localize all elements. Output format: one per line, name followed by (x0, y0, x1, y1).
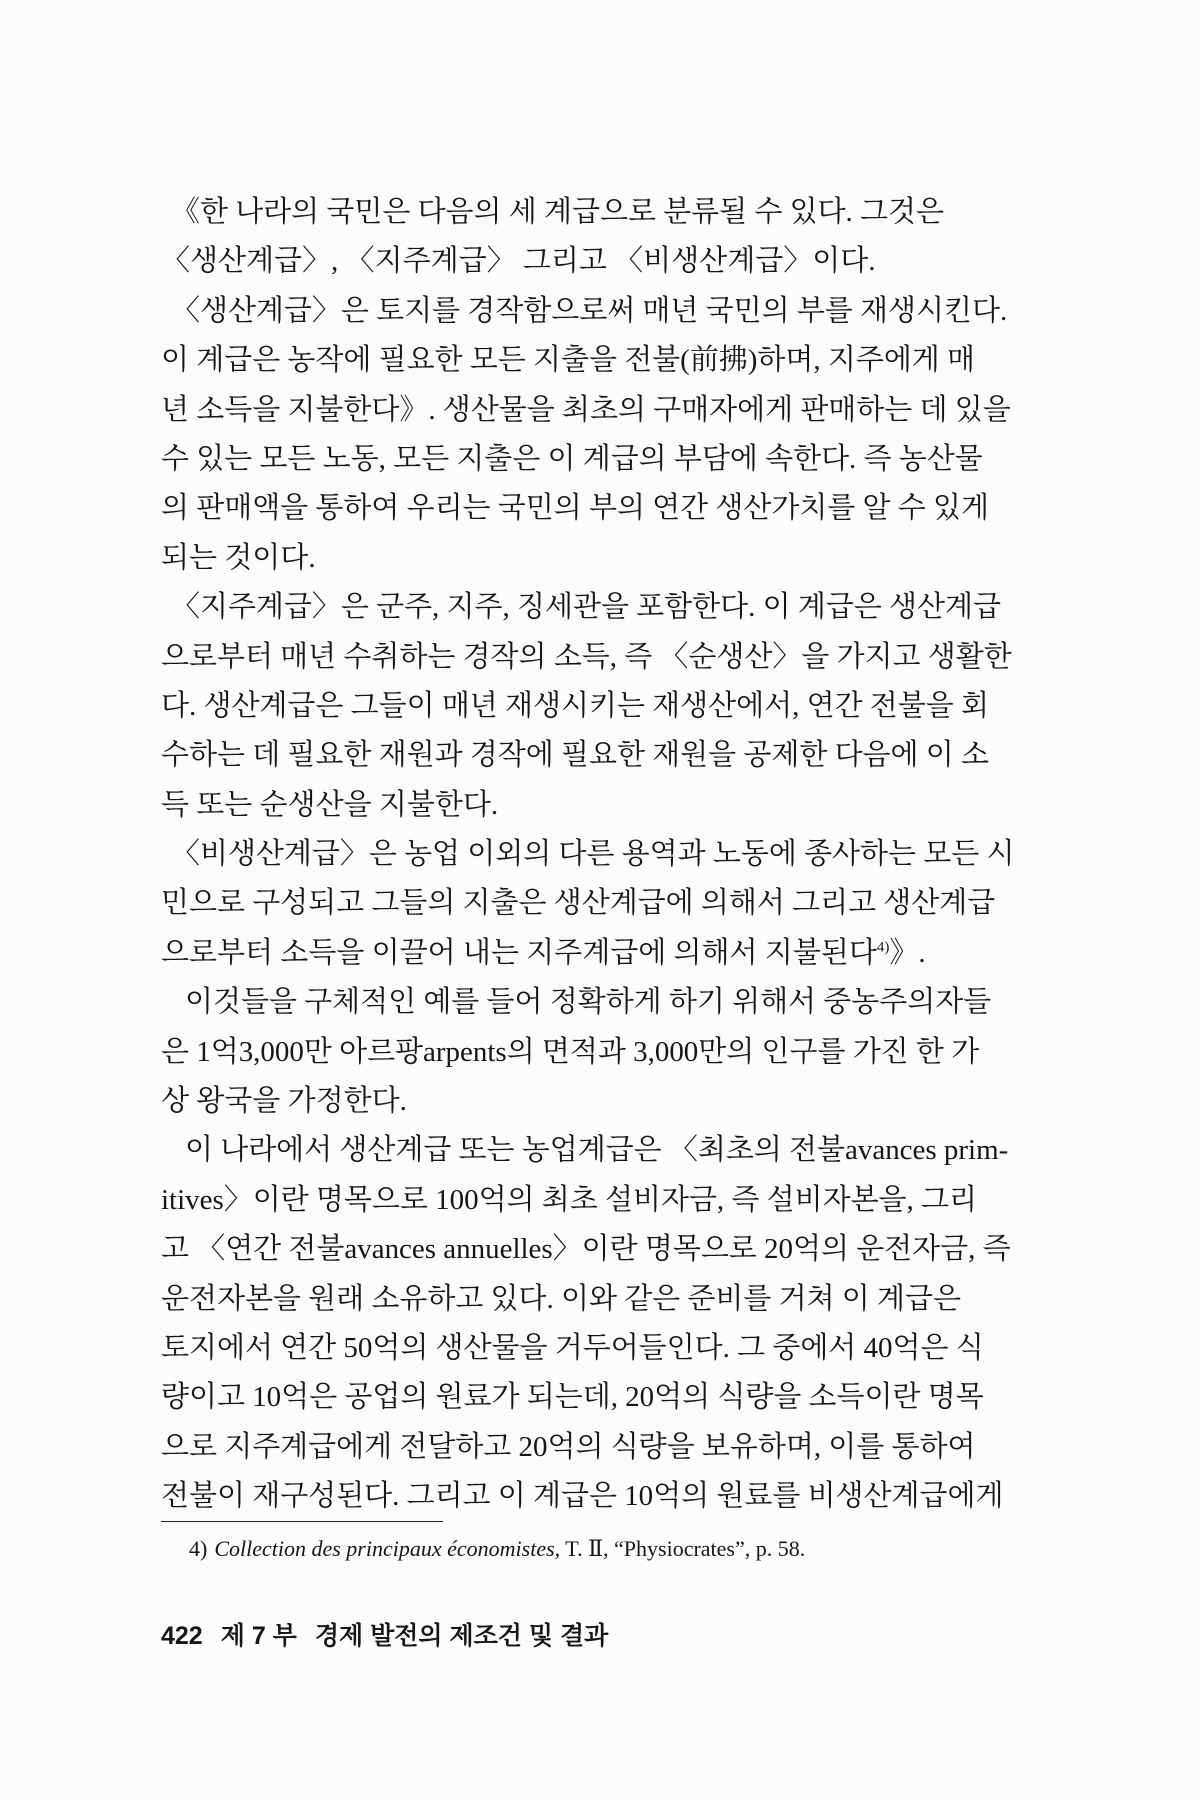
text-line (161, 1373, 1042, 1422)
text-line (161, 287, 1042, 336)
footnote-reference: 4) (876, 939, 890, 956)
text-line-content: 〈비생산계급〉은 농업 이외의 다른 용역과 노동에 종사하는 모든 시 (171, 838, 1015, 871)
text-line-content: 수 있는 모든 노동, 모든 지출은 이 계급의 부담에 속한다. 즉 농산물 (161, 442, 983, 475)
text-line (161, 929, 1042, 978)
text-line (161, 1028, 1042, 1077)
closing-quote: 》. (889, 936, 926, 969)
text-line-content: 고 〈연간 전불avances annuelles〉이란 명목으로 20억의 운전자금, 즉 (161, 1233, 1011, 1266)
text-line-content: 량이고 10억은 공업의 원료가 되는데, 20억의 식량을 소득이란 명목 (161, 1381, 984, 1414)
text-line (161, 1423, 1042, 1472)
text-line-content: 〈생산계급〉, 〈지주계급〉 그리고 〈비생산계급〉이다. (161, 245, 876, 278)
text-line-content: 다. 생산계급은 그들이 매년 재생시키는 재생산에서, 연간 전불을 회 (161, 689, 989, 722)
text-line-content: 이 나라에서 생산계급 또는 농업계급은 〈최초의 전불avances prim- (185, 1134, 1009, 1167)
page-number: 422 (161, 1622, 203, 1650)
paragraph (161, 583, 1042, 830)
text-line (161, 583, 1042, 632)
text-line-content: 득 또는 순생산을 지불한다. (161, 788, 499, 821)
text-line-content: 상 왕국을 가정한다. (161, 1085, 407, 1118)
footnote-separator (161, 1521, 443, 1522)
text-line (161, 1324, 1042, 1373)
text-line (161, 1472, 1042, 1521)
text-line-content: 〈지주계급〉은 군주, 지주, 징세관을 포함한다. 이 계급은 생산계급 (171, 591, 1001, 624)
text-line-content: 운전자본을 원래 소유하고 있다. 이와 같은 준비를 거쳐 이 계급은 (161, 1282, 961, 1315)
part-label: 제 7 부 (220, 1622, 297, 1650)
text-line-content: 이 계급은 농작에 필요한 모든 지출을 전불(前拂)하며, 지주에게 매 (161, 344, 976, 377)
text-line-content: 전불이 재구성된다. 그리고 이 계급은 10억의 원료를 비생산계급에게 (161, 1480, 1004, 1513)
text-line-content: 은 1억3,000만 아르팡arpents의 면적과 3,000만의 인구를 가진 한 가 (161, 1035, 980, 1068)
text-line-content: 의 판매액을 통하여 우리는 국민의 부의 연간 생산가치를 알 수 있게 (161, 492, 989, 525)
running-footer (161, 1620, 1041, 1652)
footnote-content (189, 1536, 805, 1561)
text-line-content: 이것들을 구체적인 예를 들어 정확하게 하기 위해서 중농주의자들 (185, 986, 992, 1019)
text-line (161, 435, 1042, 484)
footer-content (161, 1622, 608, 1650)
text-line (161, 682, 1042, 731)
text-line (161, 336, 1042, 385)
text-line (161, 484, 1042, 533)
footnote (189, 1534, 1039, 1564)
text-line (161, 781, 1042, 830)
text-line (161, 1275, 1042, 1324)
text-line (161, 830, 1042, 879)
text-line-content: 년 소득을 지불한다》. 생산물을 최초의 구매자에게 판매하는 데 있을 (161, 393, 1011, 426)
text-line-content: 으로 지주계급에게 전달하고 20억의 식량을 보유하며, 이를 통하여 (161, 1430, 976, 1463)
text-line (161, 1225, 1042, 1274)
text-line-content: 되는 것이다. (161, 541, 316, 574)
text-line (161, 188, 1042, 237)
chapter-title: 경제 발전의 제조건 및 결과 (314, 1622, 609, 1650)
footnote-details: , T. Ⅱ, “Physiocrates”, p. 58. (554, 1536, 806, 1561)
footnote-source-title: Collection des principaux économistes (214, 1536, 555, 1561)
paragraph (161, 188, 1042, 287)
text-line-content: itives〉이란 명목으로 100억의 최초 설비자금, 즉 설비자본을, 그리 (161, 1183, 977, 1216)
text-line (161, 1176, 1042, 1225)
text-line-content: 《한 나라의 국민은 다음의 세 계급으로 분류될 수 있다. 그것은 (171, 196, 944, 228)
text-line (161, 978, 1042, 1027)
text-line-content: 으로부터 매년 수취하는 경작의 소득, 즉 〈순생산〉을 가지고 생활한 (161, 640, 1012, 673)
paragraph (161, 830, 1042, 978)
text-line (161, 1126, 1042, 1175)
text-line-content: 〈생산계급〉은 토지를 경작함으로써 매년 국민의 부를 재생시킨다. (171, 294, 1008, 327)
text-line (161, 534, 1042, 583)
text-line-content: 민으로 구성되고 그들의 지출은 생산계급에 의해서 그리고 생산계급 (161, 887, 996, 920)
footnote-marker: 4) (189, 1536, 208, 1561)
paragraph (161, 1126, 1042, 1521)
text-line-content: 토지에서 연간 50억의 생산물을 거두어들인다. 그 중에서 40억은 식 (161, 1331, 984, 1364)
paragraph (161, 978, 1042, 1126)
paragraph (161, 287, 1042, 583)
text-line (161, 1077, 1042, 1126)
text-line (161, 386, 1042, 435)
text-line (161, 879, 1042, 928)
text-line-content: 수하는 데 필요한 재원과 경작에 필요한 재원을 공제한 다음에 이 소 (161, 739, 989, 772)
text-line (161, 633, 1042, 682)
text-line-content (161, 937, 926, 969)
text-line (161, 237, 1042, 286)
text-line-main: 으로부터 소득을 이끌어 내는 지주계급에 의해서 지불된다 (161, 936, 877, 969)
body-text (161, 188, 1042, 1522)
text-line (161, 731, 1042, 780)
